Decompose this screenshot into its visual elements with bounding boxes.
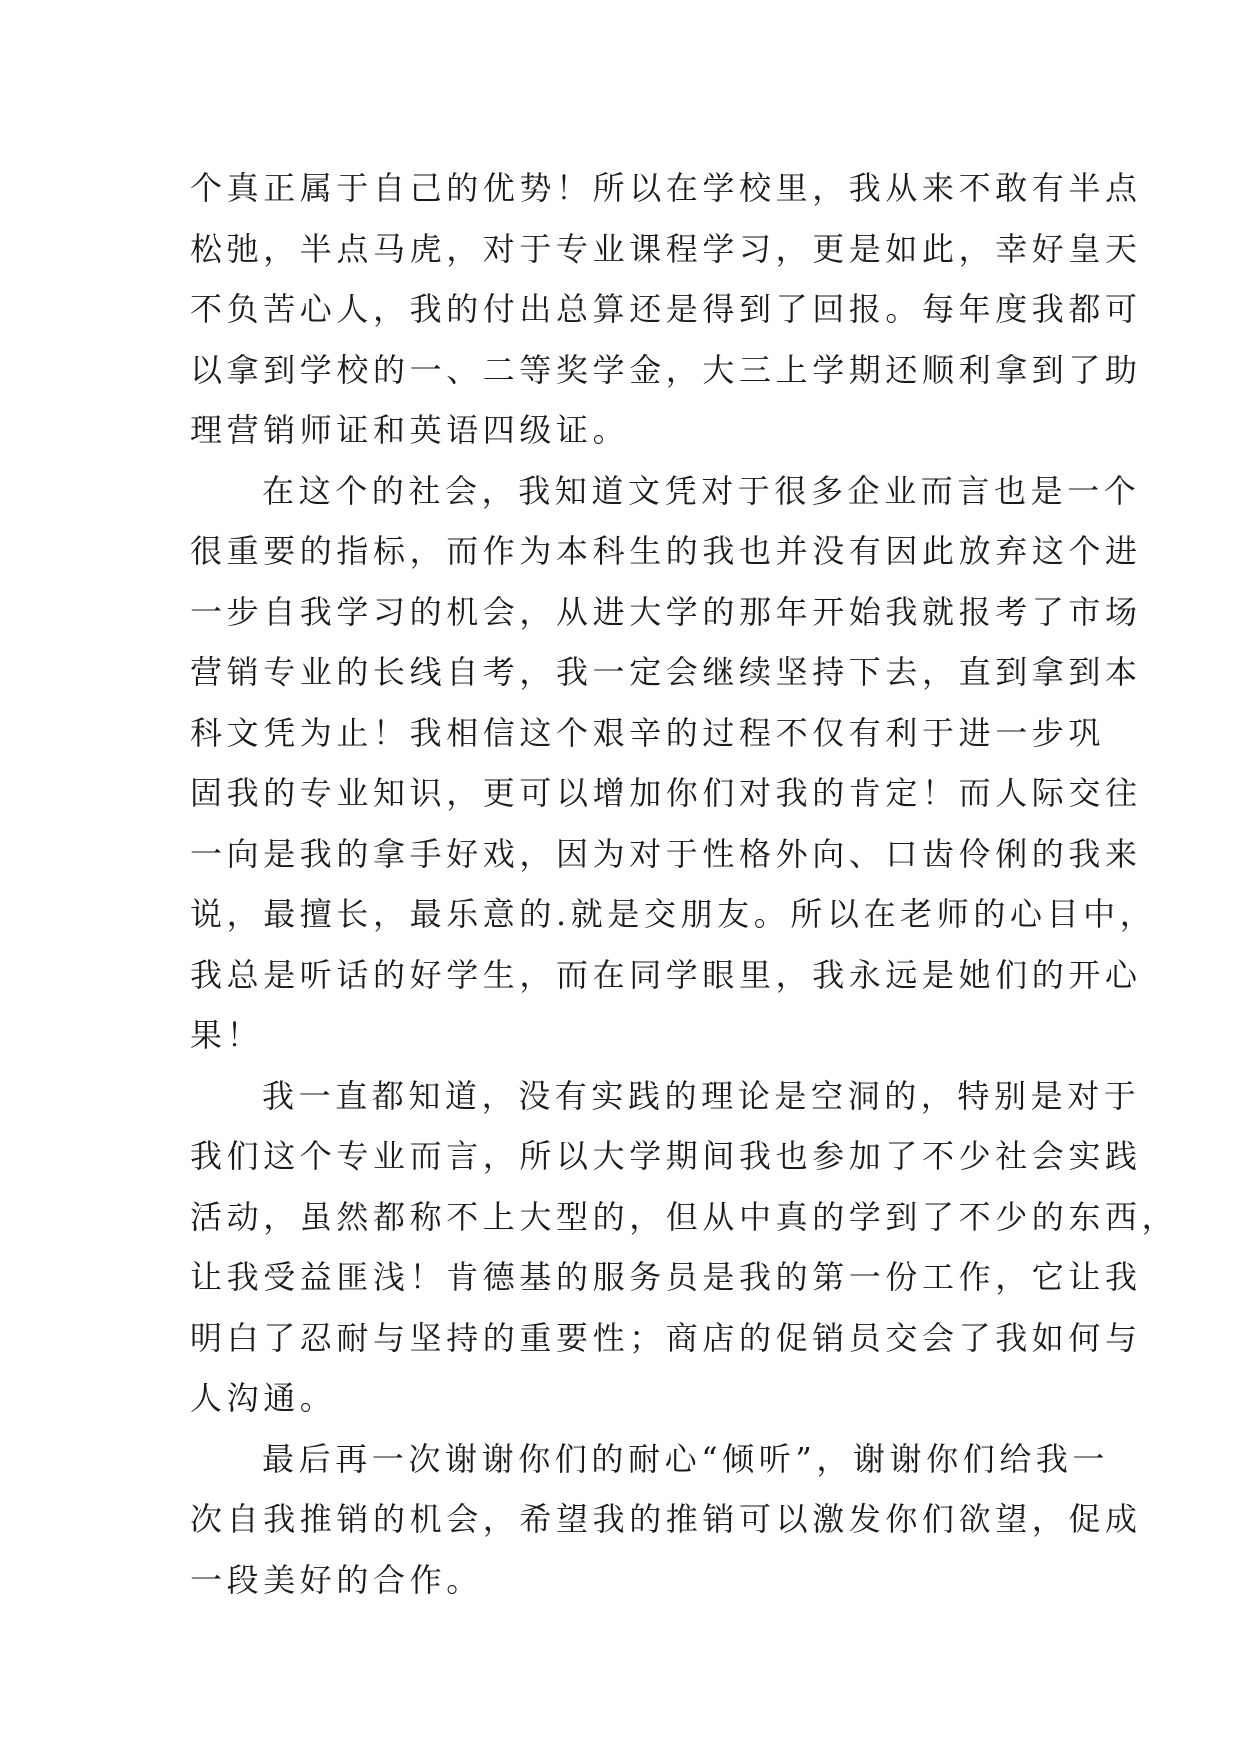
text-line: 个真正属于自己的优势！所以在学校里，我从来不敢有半点 <box>190 169 1142 207</box>
text-line: 一段美好的合作。 <box>190 1560 483 1599</box>
document-body <box>190 158 1179 1610</box>
text-line: 不负苦心人，我的付出总算还是得到了回报。每年度我都可 <box>190 290 1142 328</box>
text-line: 我们这个专业而言，所以大学期间我也参加了不少社会实践 <box>190 1137 1142 1175</box>
text-line: 次自我推销的机会，希望我的推销可以激发你们欲望，促成 <box>190 1500 1142 1538</box>
text-line: 以拿到学校的一、二等奖学金，大三上学期还顺利拿到了助 <box>190 350 1142 389</box>
text-line: 松弛，半点马虎，对于专业课程学习，更是如此，幸好皇天 <box>190 229 1142 268</box>
text-line: 说，最擅长，最乐意的.就是交朋友。所以在老师的心目中， <box>190 895 1157 933</box>
text-line: 一步自我学习的机会，从进大学的那年开始我就报考了市场 <box>190 592 1142 631</box>
text-line: 活动，虽然都称不上大型的，但从中真的学到了不少的东西， <box>190 1197 1179 1236</box>
text-line: 营销专业的长线自考，我一定会继续坚持下去，直到拿到本 <box>190 653 1142 691</box>
text-line: 让我受益匪浅！肯德基的服务员是我的第一份工作，它让我 <box>190 1258 1142 1296</box>
text-line: 科文凭为止！我相信这个艰辛的过程不仅有利于进一步巩 <box>190 713 1106 752</box>
text-line: 很重要的指标，而作为本科生的我也并没有因此放弃这个进 <box>190 532 1142 570</box>
text-line: 明白了忍耐与坚持的重要性；商店的促销员交会了我如何与 <box>190 1318 1142 1357</box>
paragraph-first-line: 我一直都知道，没有实践的理论是空洞的，特别是对于 <box>262 1076 1141 1115</box>
paragraph-first-line: 在这个的社会，我知道文凭对于很多企业而言也是一个 <box>262 471 1141 510</box>
paragraph-first-line: 最后再一次谢谢你们的耐心“倾听”，谢谢你们给我一 <box>262 1439 1110 1478</box>
text-line: 果！ <box>190 1016 264 1054</box>
text-line: 理营销师证和英语四级证。 <box>190 411 630 449</box>
text-line: 固我的专业知识，更可以增加你们对我的肯定！而人际交往 <box>190 774 1142 812</box>
text-line: 人沟通。 <box>190 1379 337 1417</box>
text-line: 一向是我的拿手好戏，因为对于性格外向、口齿伶俐的我来 <box>190 834 1142 873</box>
text-line: 我总是听话的好学生，而在同学眼里，我永远是她们的开心 <box>190 955 1142 994</box>
